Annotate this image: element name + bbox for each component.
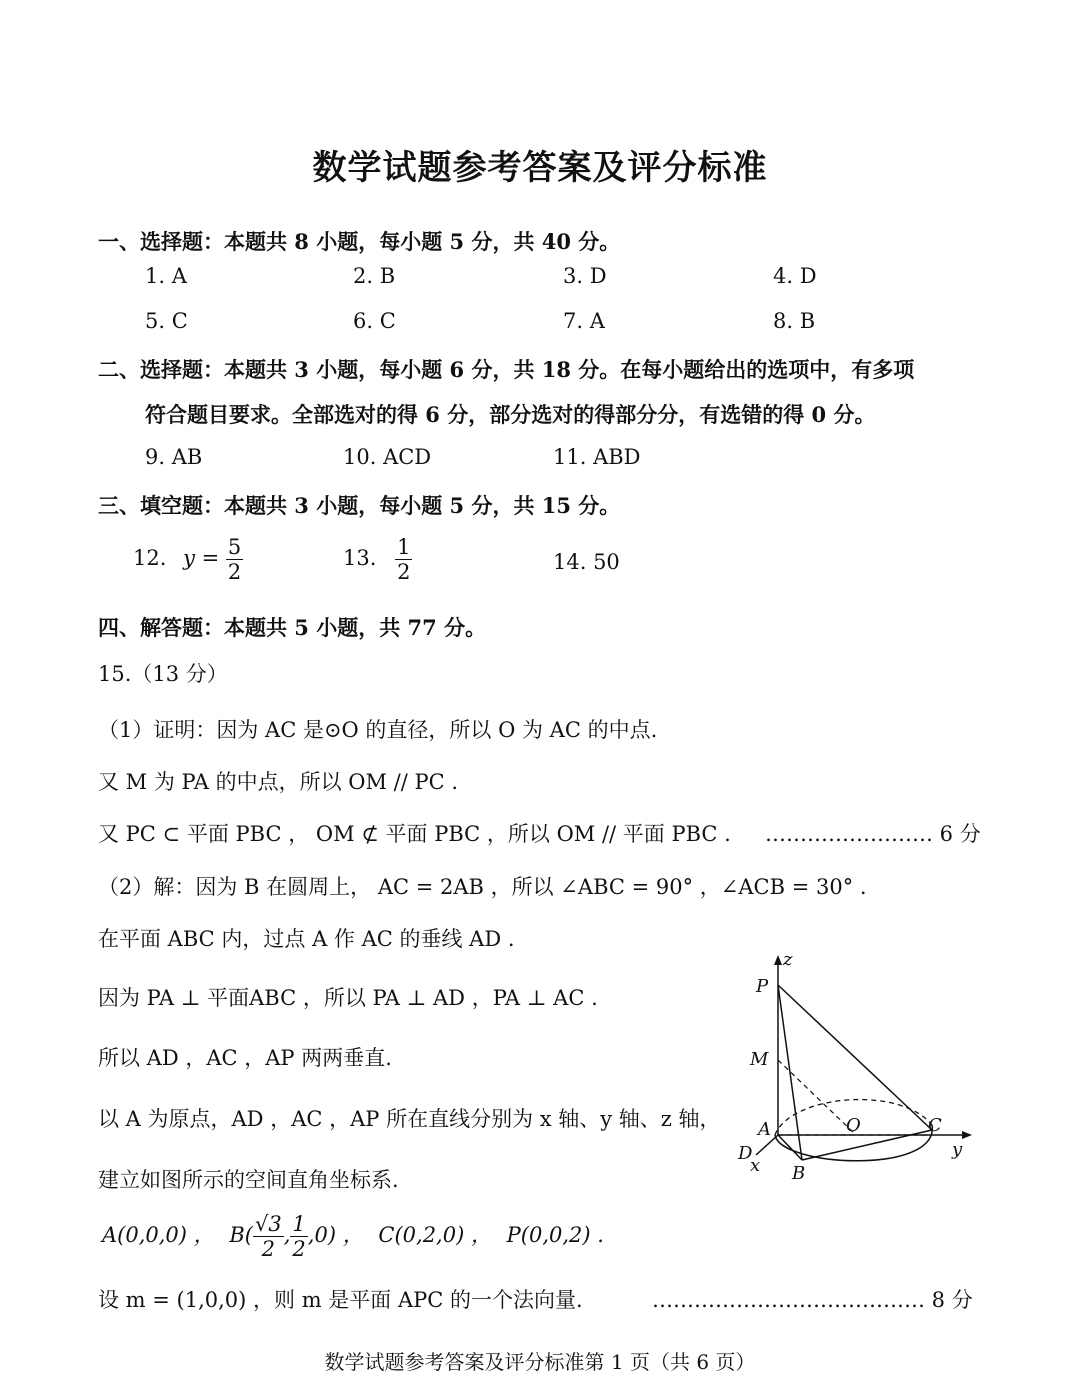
section3-heading: 三、填空题：本题共 3 小题，每小题 5 分，共 15 分。 [98,493,621,518]
solution-line-4: 所以 AD ，AC ，AP 两两垂直. [98,1046,392,1070]
proof-line-1: （1）证明：因为 AC 是⊙O 的直径，所以 O 为 AC 的中点. [98,718,658,742]
score-6: …………………… 6 分 [765,822,981,846]
solution-line-1: （2）解：因为 B 在圆周上， AC = 2AB ，所以 ∠ABC = 90° ，∠ACB = 30° . [98,875,867,899]
answer-2: 2. B [353,264,396,288]
coordinates-line: A(0,0,0) ， B( $\frac{√3}{2}$ , $\frac{1}{2}$ ,0) ， C(0,2,0) ， P(0,0,2) . [102,1212,604,1262]
q13-numerator: 1 [397,535,411,559]
answer-10: 10. ACD [343,445,432,469]
answer-1: 1. A [145,264,187,288]
coord-a: A(0,0,0) ， [102,1223,215,1248]
page-footer: 数学试题参考答案及评分标准第 1 页（共 6 页） [324,1350,756,1374]
q13-denominator: 2 [397,560,411,585]
label-y: y [952,1139,963,1160]
segment-pb [778,985,802,1160]
answer-5: 5. C [145,309,188,333]
label-m: M [750,1049,769,1070]
coord-b-num1: √3 [254,1212,282,1236]
proof-line-2: 又 M 为 PA 的中点，所以 OM // PC . [98,770,459,794]
coord-b-num2: 1 [292,1212,306,1236]
q12-lhs: y = [183,546,220,571]
label-a: A [758,1119,771,1140]
coord-b-den1: 2 [261,1237,276,1262]
label-p: P [756,976,769,997]
q12-label: 12. [133,546,167,571]
score-8: ………………………………… 8 分 [652,1288,973,1312]
label-c: C [928,1115,942,1136]
q12-numerator: 5 [227,535,242,559]
q12-fraction [226,535,243,584]
answer-13 [343,535,412,584]
coord-b-suffix: ,0) ， [307,1223,364,1248]
solution-line-3: 因为 PA ⊥ 平面ABC ，所以 PA ⊥ AD ，PA ⊥ AC . [98,986,598,1010]
q13-fraction [395,535,412,584]
section1-heading: 一、选择题：本题共 8 小题，每小题 5 分，共 40 分。 [98,229,621,254]
label-d: D [738,1143,753,1164]
normal-vector-line: 设 m = (1,0,0) ，则 m 是平面 APC 的一个法向量. [98,1288,583,1312]
page-title: 数学试题参考答案及评分标准 [312,148,768,188]
label-x: x [750,1155,761,1176]
answer-8: 8. B [773,309,816,333]
coord-b-den2: 2 [292,1237,306,1262]
answer-11: 11. ABD [553,445,641,469]
section4-heading: 四、解答题：本题共 5 小题，共 77 分。 [98,615,487,640]
section2-heading-line2: 符合题目要求。全部选对的得 6 分，部分选对的得部分分，有选错的得 0 分。 [145,402,876,427]
section2-heading-line1: 二、选择题：本题共 3 小题，每小题 6 分，共 18 分。在每小题给出的选项中，有多项 [98,357,915,382]
answer-4: 4. D [773,264,817,288]
solution-line-5: 以 A 为原点，AD ，AC ，AP 所在直线分别为 x 轴、y 轴、z 轴， [98,1107,721,1131]
proof-line-3: 又 PC ⊂ 平面 PBC ， OM ⊄ 平面 PBC ，所以 OM // 平面 PBC . [98,822,731,846]
z-axis-arrow [774,955,782,965]
solution-line-6: 建立如图所示的空间直角坐标系. [98,1168,399,1192]
answer-6: 6. C [353,309,396,333]
coord-b-frac1 [253,1212,284,1261]
answer-7: 7. A [563,309,605,333]
solution-line-2: 在平面 ABC 内，过点 A 作 AC 的垂线 AD . [98,927,515,951]
label-b: B [792,1163,806,1184]
coord-p: P(0,0,2) . [506,1223,604,1248]
answer-9: 9. AB [145,445,203,469]
label-z: z [783,949,793,970]
answer-3: 3. D [563,264,607,288]
q12-denominator: 2 [227,560,242,585]
coord-c: C(0,2,0) ， [378,1223,492,1248]
coord-b-prefix: B( [229,1223,253,1248]
answer-14: 14. 50 [553,550,620,574]
answer-12 [133,535,243,584]
segment-pc [778,985,932,1130]
q15-header: 15.（13 分） [98,662,228,686]
coord-b-frac2 [290,1212,307,1261]
label-o: O [846,1115,861,1136]
q13-label: 13. [343,546,377,571]
y-axis-arrow [962,1131,972,1139]
geometry-figure [720,945,990,1195]
